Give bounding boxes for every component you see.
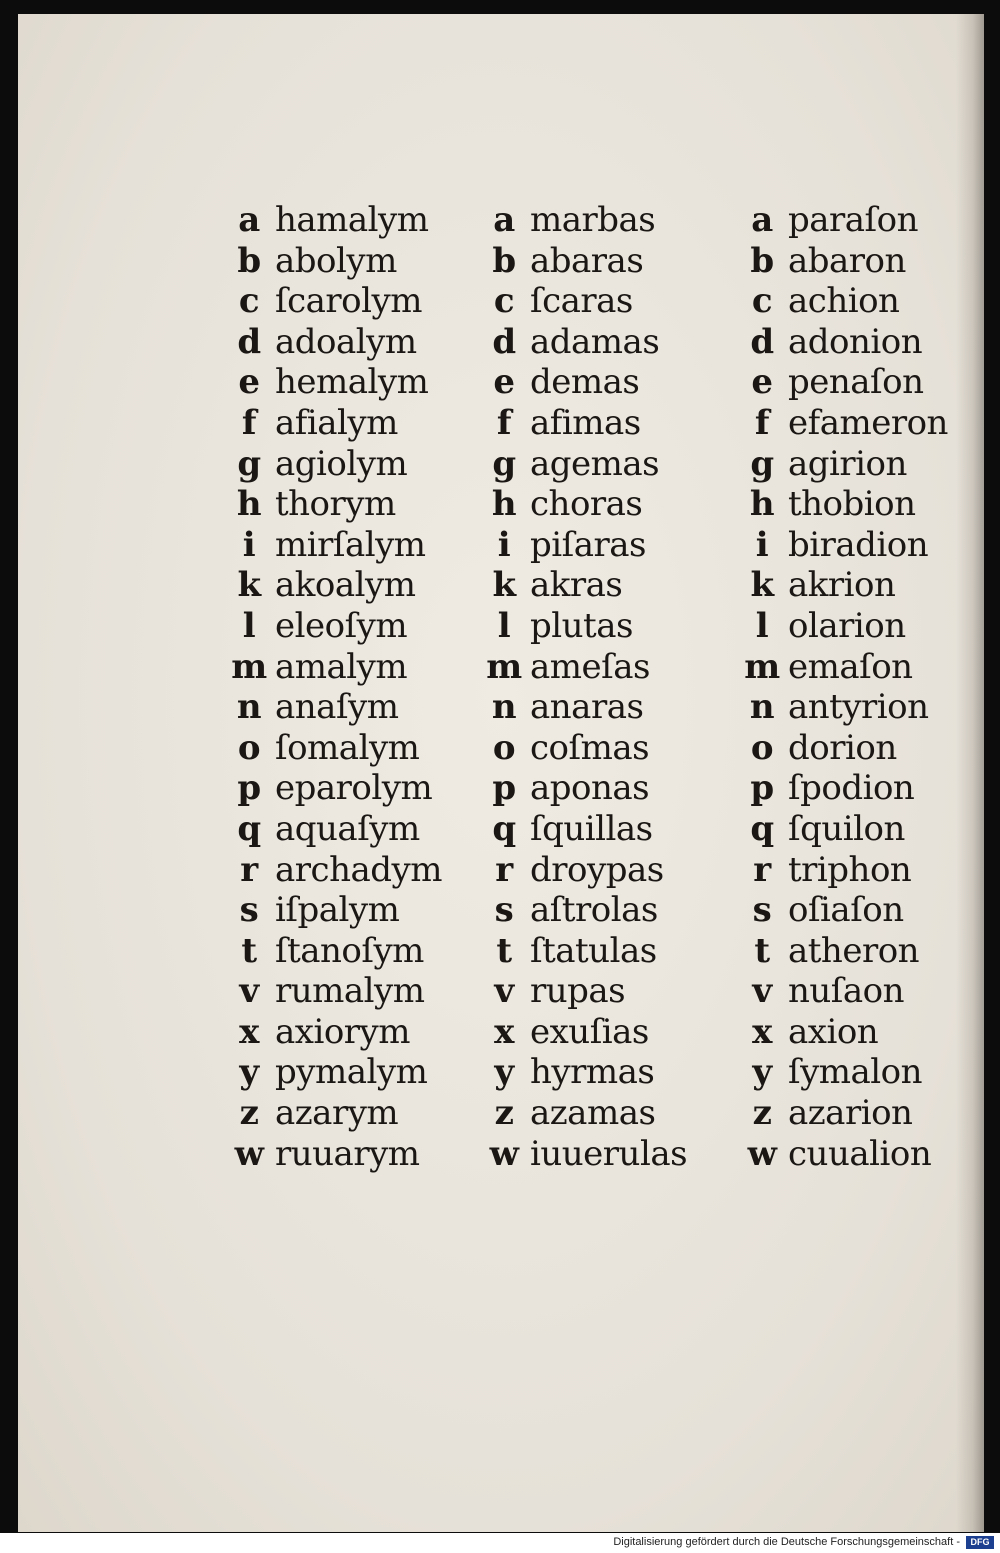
row-word: cuualion — [788, 1133, 932, 1174]
row-word: efameron — [788, 402, 948, 443]
row-letter: c — [493, 281, 515, 322]
row-letter: b — [750, 240, 774, 281]
list-item — [736, 565, 948, 606]
row-letter: i — [242, 524, 256, 565]
row-word: pymalym — [275, 1052, 428, 1093]
row-letter: o — [237, 727, 261, 768]
list-item — [223, 444, 442, 485]
row-letter: m — [486, 646, 522, 687]
list-item — [736, 606, 948, 647]
row-letter: h — [236, 484, 262, 525]
row-letter: x — [752, 1011, 772, 1052]
row-letter: o — [492, 727, 516, 768]
row-letter: k — [492, 565, 516, 606]
row-word: hyrmas — [530, 1052, 655, 1093]
row-word: ſpodion — [788, 768, 915, 809]
row-word: aquaſym — [275, 808, 420, 849]
row-word: adoalym — [275, 321, 417, 362]
list-item — [223, 322, 442, 363]
list-item — [223, 281, 442, 322]
list-item — [736, 809, 948, 850]
row-word: azamas — [530, 1093, 656, 1134]
list-item — [478, 241, 687, 282]
list-item — [736, 444, 948, 485]
row-word: abolym — [275, 240, 397, 281]
row-letter: y — [239, 1052, 259, 1093]
list-item — [478, 809, 687, 850]
list-item — [736, 200, 948, 241]
word-column-3 — [736, 200, 948, 1174]
row-word: azarym — [275, 1093, 399, 1134]
row-word: dorion — [788, 727, 897, 768]
row-word: aponas — [530, 768, 650, 809]
row-letter: v — [239, 971, 259, 1012]
row-letter: h — [491, 484, 517, 525]
list-item — [223, 1093, 442, 1134]
list-item — [223, 565, 442, 606]
row-word: agiolym — [275, 443, 408, 484]
row-word: thobion — [788, 484, 916, 525]
row-word: akras — [530, 565, 623, 606]
row-letter: m — [231, 646, 267, 687]
row-word: ruuarym — [275, 1133, 420, 1174]
row-word: hamalym — [275, 200, 429, 240]
list-item — [478, 322, 687, 363]
row-word: archadym — [275, 849, 442, 890]
row-word: anaras — [530, 687, 644, 728]
row-word: anaſym — [275, 687, 399, 728]
list-item — [736, 728, 948, 769]
row-letter: n — [236, 687, 262, 728]
row-word: ſcarolym — [275, 281, 422, 322]
row-letter: a — [751, 200, 773, 240]
list-item — [223, 890, 442, 931]
row-letter: t — [754, 930, 770, 971]
row-word: triphon — [788, 849, 912, 890]
row-word: mirſalym — [275, 524, 426, 565]
row-word: thorym — [275, 484, 396, 525]
row-letter: l — [755, 605, 769, 646]
list-item — [736, 1093, 948, 1134]
row-letter: n — [491, 687, 517, 728]
list-item — [478, 971, 687, 1012]
row-word: axion — [788, 1011, 879, 1052]
list-item — [736, 403, 948, 444]
row-word: ſquillas — [530, 808, 653, 849]
list-item — [736, 1012, 948, 1053]
row-word: penaſon — [788, 362, 924, 403]
row-word: ſtanoſym — [275, 930, 424, 971]
list-item — [736, 322, 948, 363]
row-letter: x — [239, 1011, 259, 1052]
list-item — [223, 647, 442, 688]
row-word: olarion — [788, 605, 906, 646]
row-word: amalym — [275, 646, 408, 687]
row-letter: d — [750, 321, 774, 362]
list-item — [478, 1134, 687, 1175]
row-letter: g — [237, 443, 261, 484]
row-letter: f — [241, 402, 257, 443]
list-item — [478, 362, 687, 403]
row-word: demas — [530, 362, 640, 403]
row-word: abaras — [530, 240, 644, 281]
list-item — [736, 647, 948, 688]
list-item — [478, 850, 687, 891]
list-item — [736, 890, 948, 931]
row-word: marbas — [530, 200, 656, 240]
list-item — [736, 525, 948, 566]
list-item — [478, 200, 687, 241]
list-item — [736, 687, 948, 728]
row-letter: e — [238, 362, 260, 403]
list-item — [223, 362, 442, 403]
list-item — [223, 1052, 442, 1093]
row-word: atheron — [788, 930, 920, 971]
row-word: ſcaras — [530, 281, 633, 322]
list-item — [478, 687, 687, 728]
row-word: eparolym — [275, 768, 433, 809]
row-letter: v — [752, 971, 772, 1012]
page-gutter-shadow — [956, 14, 984, 1532]
row-letter: e — [751, 362, 773, 403]
row-letter: c — [751, 281, 773, 322]
row-letter: a — [493, 200, 515, 240]
list-item — [223, 728, 442, 769]
list-item — [478, 768, 687, 809]
row-word: akoalym — [275, 565, 416, 606]
row-letter: s — [752, 890, 772, 931]
list-item — [223, 687, 442, 728]
row-word: emaſon — [788, 646, 913, 687]
row-letter: s — [239, 890, 259, 931]
row-word: ſquilon — [788, 808, 905, 849]
list-item — [478, 1012, 687, 1053]
list-item — [223, 1012, 442, 1053]
list-item — [736, 971, 948, 1012]
row-word: eleoſym — [275, 605, 408, 646]
row-letter: c — [238, 281, 260, 322]
row-letter: t — [496, 930, 512, 971]
row-letter: m — [744, 646, 780, 687]
row-word: iſpalym — [275, 890, 400, 931]
row-letter: g — [492, 443, 516, 484]
list-item — [478, 606, 687, 647]
row-word: rupas — [530, 971, 626, 1012]
list-item — [736, 768, 948, 809]
row-word: ameſas — [530, 646, 650, 687]
row-word: plutas — [530, 605, 633, 646]
book-page — [18, 14, 984, 1532]
list-item — [223, 403, 442, 444]
row-letter: h — [749, 484, 775, 525]
row-letter: v — [494, 971, 514, 1012]
list-item — [223, 931, 442, 972]
row-letter: a — [238, 200, 260, 240]
list-item — [223, 809, 442, 850]
row-letter: b — [237, 240, 261, 281]
list-item — [736, 281, 948, 322]
row-word: adonion — [788, 321, 923, 362]
list-item — [223, 484, 442, 525]
row-letter: g — [750, 443, 774, 484]
list-item — [478, 281, 687, 322]
list-item — [478, 484, 687, 525]
row-letter: t — [241, 930, 257, 971]
row-word: axiorym — [275, 1011, 410, 1052]
list-item — [223, 971, 442, 1012]
row-letter: p — [492, 768, 516, 809]
row-word: hemalym — [275, 362, 429, 403]
row-letter: z — [494, 1093, 514, 1134]
list-item — [478, 1093, 687, 1134]
list-item — [736, 1134, 948, 1175]
list-item — [223, 606, 442, 647]
row-letter: r — [753, 849, 771, 890]
list-item — [223, 241, 442, 282]
row-letter: w — [234, 1133, 264, 1174]
row-word: rumalym — [275, 971, 425, 1012]
list-item — [478, 565, 687, 606]
list-item — [478, 890, 687, 931]
list-item — [736, 1052, 948, 1093]
dfg-logo: DFG — [966, 1536, 994, 1549]
list-item — [478, 444, 687, 485]
list-item — [736, 931, 948, 972]
row-letter: w — [489, 1133, 519, 1174]
row-word: aſtrolas — [530, 890, 658, 931]
list-item — [478, 728, 687, 769]
row-word: adamas — [530, 321, 660, 362]
row-letter: y — [752, 1052, 772, 1093]
row-letter: l — [497, 605, 511, 646]
list-item — [478, 1052, 687, 1093]
row-letter: r — [495, 849, 513, 890]
row-word: abaron — [788, 240, 906, 281]
row-word: paraſon — [788, 200, 919, 240]
row-word: ſtatulas — [530, 930, 657, 971]
row-letter: p — [750, 768, 774, 809]
list-item — [736, 362, 948, 403]
list-item — [223, 1134, 442, 1175]
row-letter: i — [755, 524, 769, 565]
row-letter: i — [497, 524, 511, 565]
row-letter: q — [492, 808, 516, 849]
row-letter: f — [754, 402, 770, 443]
row-letter: f — [496, 402, 512, 443]
row-word: nuſaon — [788, 971, 905, 1012]
row-letter: n — [749, 687, 775, 728]
row-word: piſaras — [530, 524, 646, 565]
list-item — [736, 241, 948, 282]
row-word: azarion — [788, 1093, 913, 1134]
row-word: achion — [788, 281, 900, 322]
row-word: agirion — [788, 443, 907, 484]
row-letter: y — [494, 1052, 514, 1093]
row-letter: q — [750, 808, 774, 849]
row-word: antyrion — [788, 687, 929, 728]
row-letter: o — [750, 727, 774, 768]
row-word: oſiaſon — [788, 890, 904, 931]
row-letter: x — [494, 1011, 514, 1052]
row-word: ſymalon — [788, 1052, 923, 1093]
list-item — [223, 200, 442, 241]
list-item — [736, 484, 948, 525]
row-letter: k — [750, 565, 774, 606]
row-letter: p — [237, 768, 261, 809]
digitization-footer — [0, 1533, 1000, 1553]
row-letter: e — [493, 362, 515, 403]
row-letter: l — [242, 605, 256, 646]
row-letter: d — [492, 321, 516, 362]
row-letter: z — [752, 1093, 772, 1134]
row-word: droypas — [530, 849, 664, 890]
list-item — [478, 525, 687, 566]
row-word: afialym — [275, 402, 398, 443]
list-item — [736, 850, 948, 891]
row-word: biradion — [788, 524, 929, 565]
list-item — [223, 850, 442, 891]
row-letter: w — [747, 1133, 777, 1174]
list-item — [478, 403, 687, 444]
row-word: iuuerulas — [530, 1133, 688, 1174]
row-word: afimas — [530, 402, 641, 443]
list-item — [223, 525, 442, 566]
row-letter: z — [239, 1093, 259, 1134]
word-column-2 — [478, 200, 687, 1174]
row-word: agemas — [530, 443, 660, 484]
list-item — [478, 647, 687, 688]
row-letter: k — [237, 565, 261, 606]
row-letter: r — [240, 849, 258, 890]
row-word: choras — [530, 484, 643, 525]
row-letter: q — [237, 808, 261, 849]
list-item — [223, 768, 442, 809]
row-word: akrion — [788, 565, 896, 606]
row-word: coſmas — [530, 727, 650, 768]
row-word: exuſias — [530, 1011, 649, 1052]
row-letter: d — [237, 321, 261, 362]
row-word: ſomalym — [275, 727, 420, 768]
funding-notice: Digitalisierung gefördert durch die Deutsche Forschungsgemeinschaft - — [613, 1536, 960, 1548]
row-letter: b — [492, 240, 516, 281]
row-letter: s — [494, 890, 514, 931]
list-item — [478, 931, 687, 972]
word-column-1 — [223, 200, 442, 1174]
